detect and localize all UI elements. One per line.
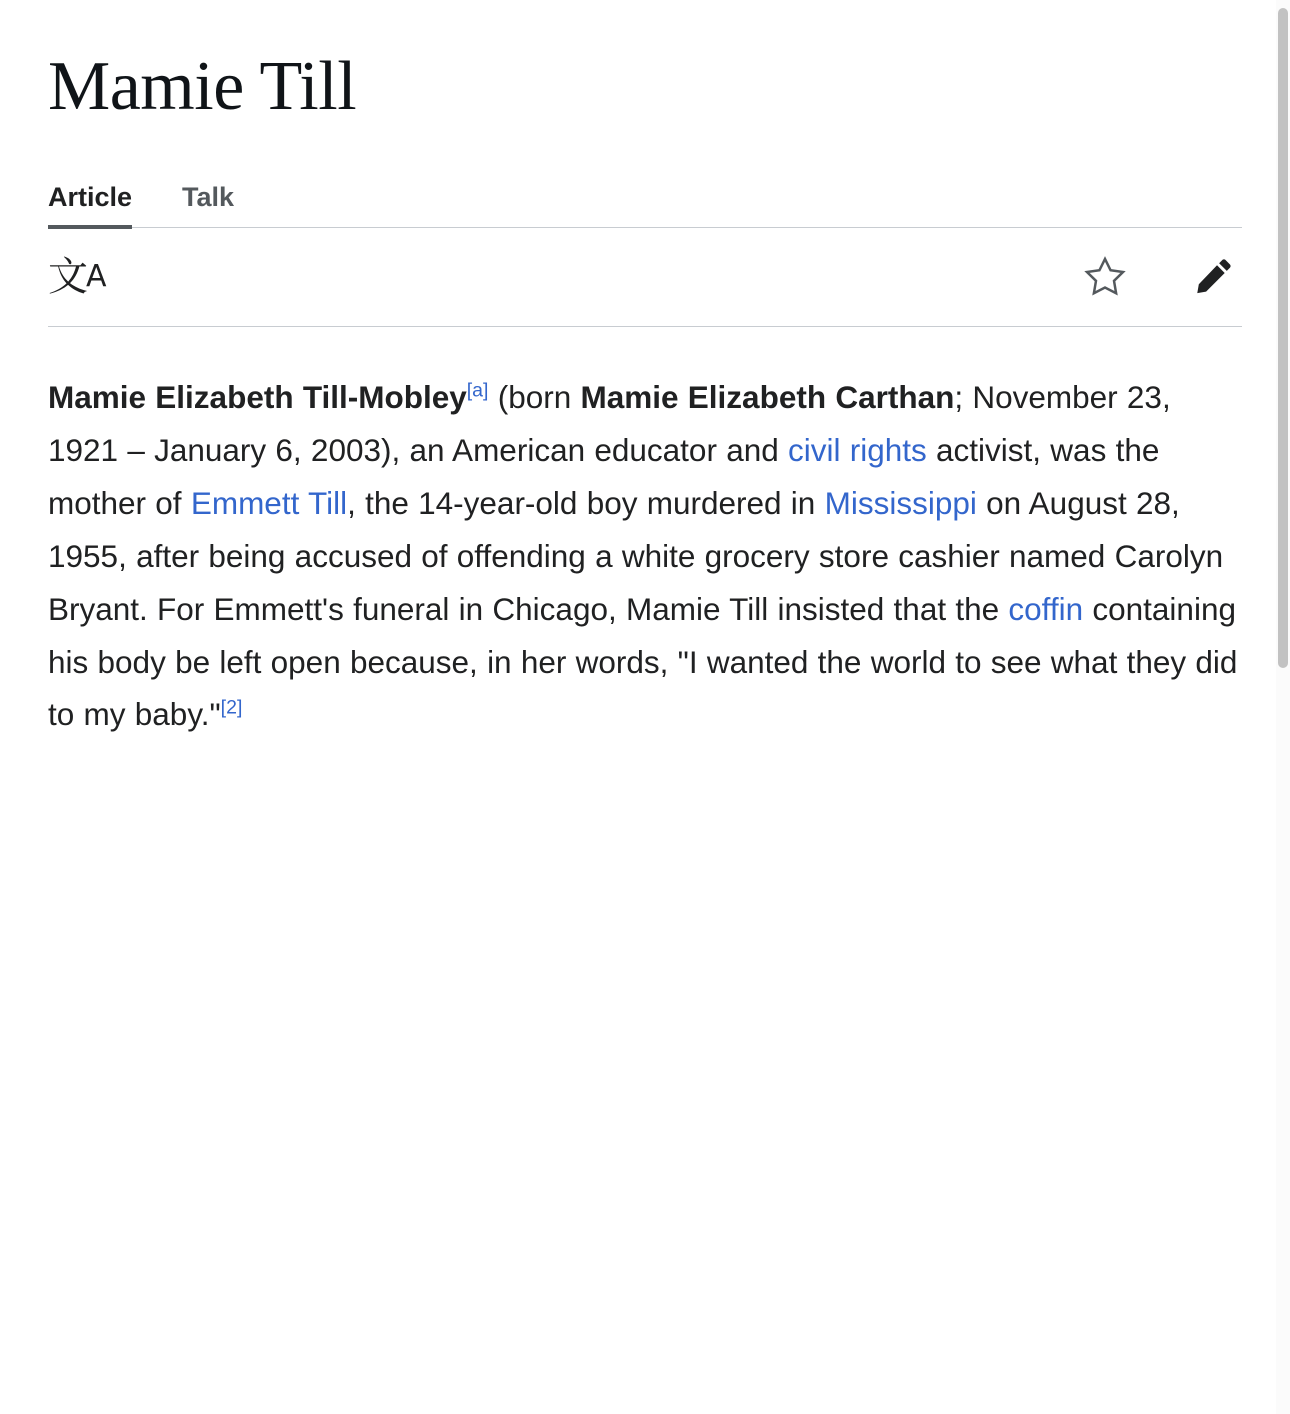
article-body — [48, 327, 1242, 741]
link-mississippi[interactable]: Mississippi — [824, 484, 977, 521]
link-emmett-till[interactable]: Emmett Till — [190, 484, 348, 521]
footnote-a[interactable] — [467, 380, 489, 402]
tab-article[interactable]: Article — [48, 184, 132, 227]
page-scrollbar-track[interactable] — [1276, 0, 1290, 1414]
lead-text-1: (born — [488, 379, 581, 415]
lead-text-5: on August 28, 1955, after being accused of offending a white grocery store cashier named Carolyn Bryant. For Emmett's funeral in Chicago, Mamie Till insisted that the — [48, 484, 1224, 627]
article-tabs — [48, 171, 1242, 228]
lead-text-4: , the 14-year-old boy murdered in — [347, 484, 825, 521]
pencil-icon[interactable] — [1190, 254, 1236, 300]
tab-talk[interactable]: Talk — [182, 182, 235, 212]
language-icon[interactable]: 文 A — [48, 254, 105, 300]
link-coffin[interactable]: coffin — [1008, 590, 1084, 627]
footnote-2[interactable] — [221, 697, 243, 719]
page-title: Mamie Till — [48, 48, 357, 125]
toolbar-left-group — [48, 254, 105, 300]
toolbar-right-group — [1082, 254, 1242, 300]
star-icon[interactable] — [1082, 254, 1128, 300]
lead-text-3: activist, was the mother of — [48, 431, 1160, 521]
footnote-a-link[interactable]: [a] — [466, 379, 489, 402]
subject-name-bold: Mamie Elizabeth Till-Mobley — [48, 379, 467, 415]
lead-paragraph — [48, 371, 1242, 741]
link-civil-rights[interactable]: civil rights — [788, 431, 927, 468]
page-scrollbar-thumb[interactable] — [1278, 8, 1288, 668]
lead-text-2: ; November 23, 1921 – January 6, 2003), an American educator and — [48, 379, 1171, 468]
footnote-2-link[interactable]: [2] — [220, 696, 243, 719]
lead-text-6: containing his body be left open because, in her words, "I wanted the world to see what they did to my baby." — [48, 590, 1238, 733]
birth-name-bold: Mamie Elizabeth Carthan — [580, 379, 955, 415]
article-toolbar — [48, 228, 1242, 327]
